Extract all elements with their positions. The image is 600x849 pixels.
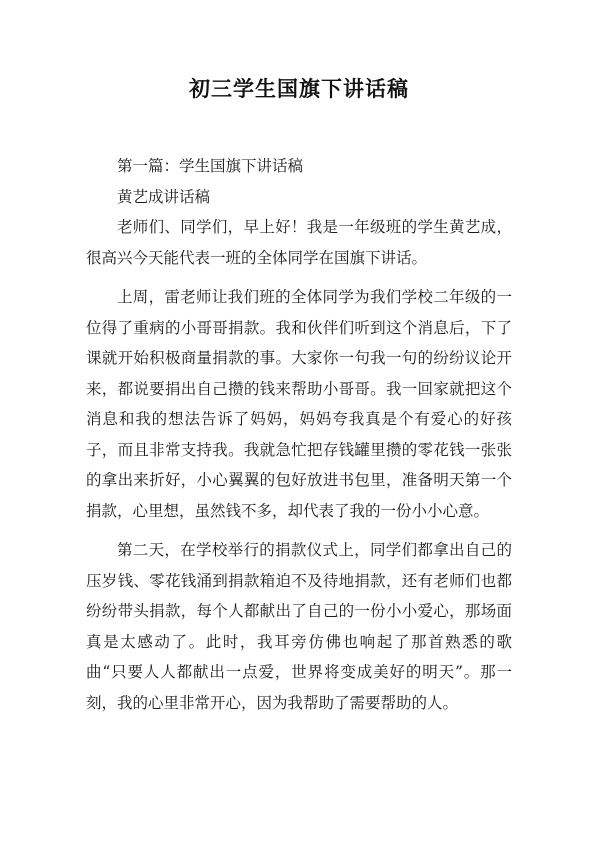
paragraph-donation-plan: 上周，雷老师让我们班的全体同学为我们学校二年级的一位得了重病的小哥哥捐款。我和伙伴们听到这个消息后，下了课就开始积极商量捐款的事。大家你一句我一句的纷纷议论开来，都说要捐出自己攒的钱来帮助小哥哥。我一回家就把这个消息和我的想法告诉了妈妈，妈妈夸我真是个有爱心的好孩子，而且非常支持我。我就急忙把存钱罐里攒的零花钱一张张的拿出来折好，小心翼翼的包好放进书包里，准备明天第一个捐款，心里想，虽然钱不多，却代表了我的一份小小心意。: [86, 288, 512, 520]
paragraph-donation-ceremony: 第二天，在学校举行的捐款仪式上，同学们都拿出自己的压岁钱、零花钱涌到捐款箱迫不及待地捐款，还有老师们也都纷纷带头捐款，每个人都献出了自己的一份小小爱心，那场面真是太感动了。此时，我耳旁仿佛也响起了那首熟悉的歌曲“只要人人都献出一点爱，世界将变成美好的明天”。那一刻，我的心里非常开心，因为我帮助了需要帮助的人。: [86, 541, 512, 712]
document-title: 初三学生国旗下讲话稿: [189, 77, 409, 101]
section-heading: 第一篇：学生国旗下讲话稿: [117, 157, 304, 175]
paragraph-greeting: 老师们、同学们，早上好！我是一年级班的学生黄艺成，很高兴今天能代表一班的全体同学在国旗下讲话。: [86, 218, 512, 267]
author-line: 黄艺成讲话稿: [117, 187, 211, 206]
document-body: [86, 151, 512, 718]
